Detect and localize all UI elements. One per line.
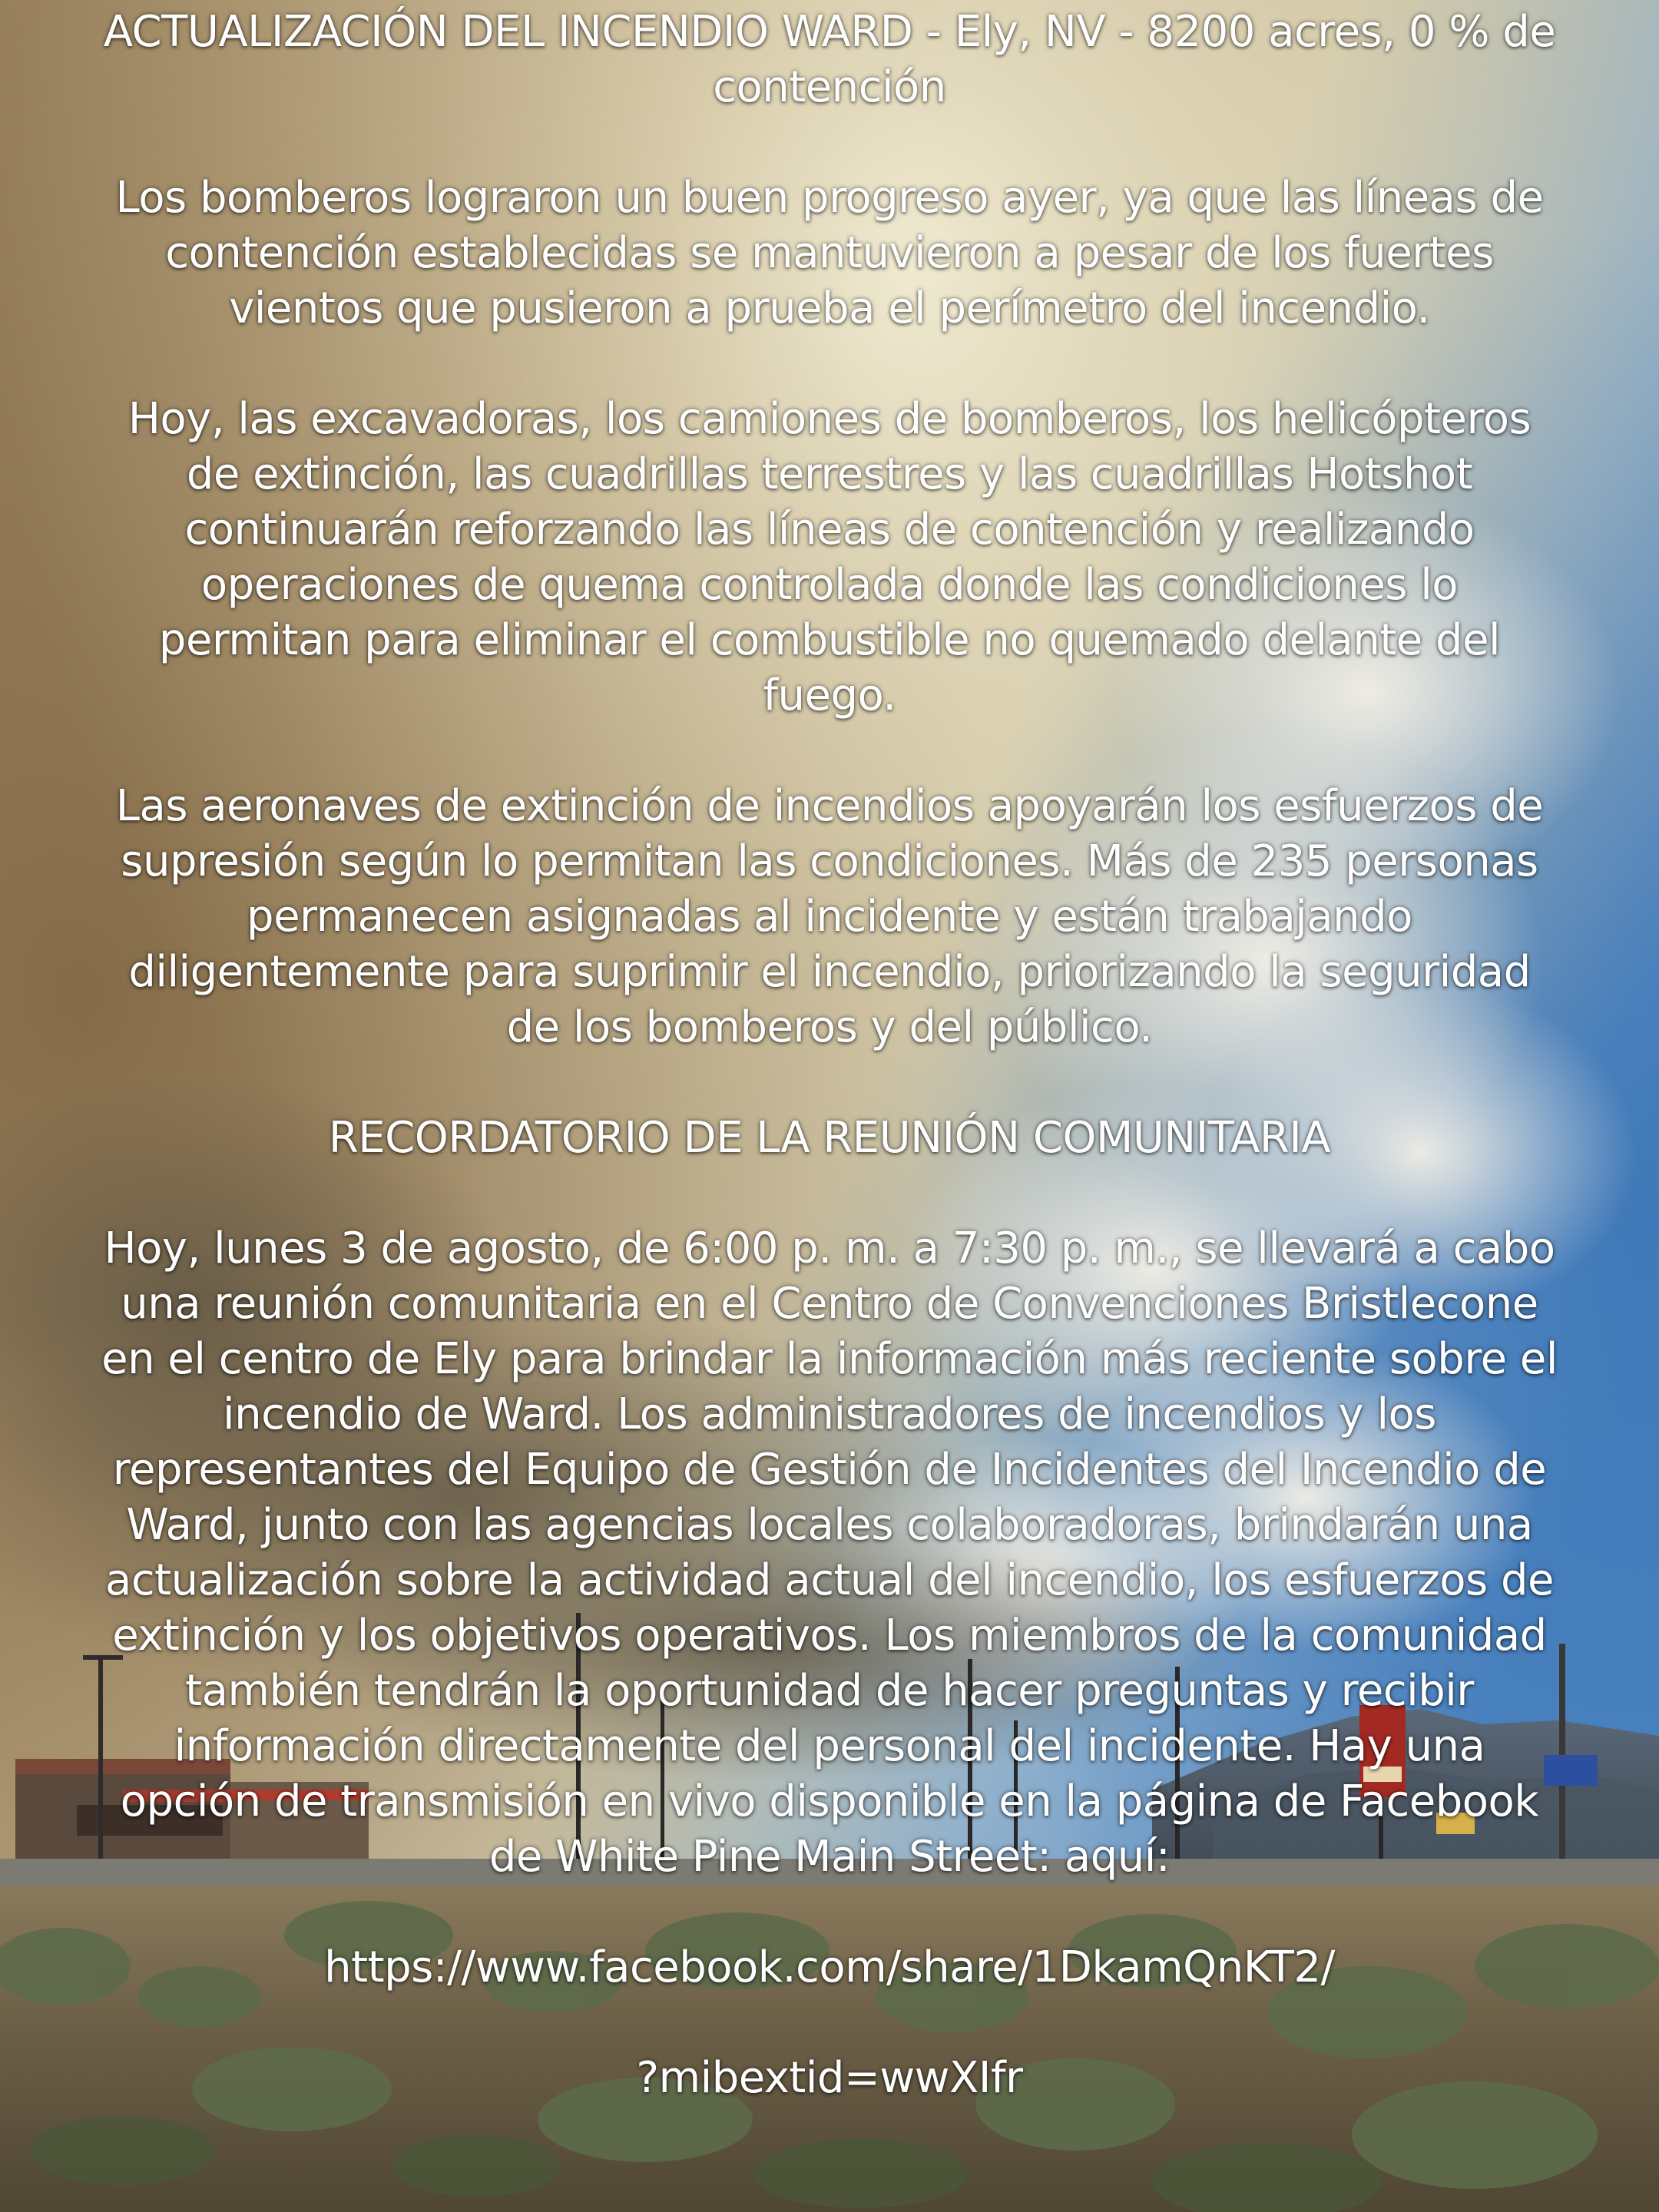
operations-paragraph: Hoy, las excavadoras, los camiones de bomberos, los helicópteros de extinción, las cuadrillas terrestres y las cuadrillas Hotshot continuarán reforzando las líneas de contención y realizando operaciones de quema controlada donde las condiciones lo permitan para eliminar el combustible no quemado delante del fuego. (127, 394, 1532, 720)
facebook-link-part-1: https://www.facebook.com/share/1DkamQnKT2/ (324, 1942, 1335, 1992)
progress-paragraph: Los bomberos lograron un buen progreso ayer, ya que las líneas de contención establecidas se mantuvieron a pesar de los fuertes vientos que pusieron a prueba el perímetro del incendio. (115, 173, 1544, 333)
reminder-heading: RECORDATORIO DE LA REUNIÓN COMUNITARIA (328, 1113, 1331, 1163)
meeting-paragraph: Hoy, lunes 3 de agosto, de 6:00 p. m. a 7:30 p. m., se llevará a cabo una reunión comunitaria en el Centro de Convenciones Bristlecone en el centro de Ely para brindar la información más reciente sobre el incendio de Ward. Los administradores de incendios y los representantes del Equipo de Gestión de Incidentes del Incendio de Ward, junto con las agencias locales colaboradoras, brindarán una actualización sobre la actividad actual del incendio, los esfuerzos de extinción y los objetivos operativos. Los miembros de la comunidad también tendrán la oportunidad de hacer preguntas y recibir información directamente del personal del incidente. Hay una opción de transmisión en vivo disponible en la página de Facebook de White Pine Main Street: aquí: (101, 1224, 1558, 1882)
announcement-text (100, 5, 1559, 2106)
aircraft-paragraph: Las aeronaves de extinción de incendios apoyarán los esfuerzos de supresión según lo permitan las condiciones. Más de 235 personas permanecen asignadas al incidente y están trabajando diligentemente para suprimir el incendio, priorizando la seguridad de los bomberos y del público. (115, 781, 1544, 1052)
headline: ACTUALIZACIÓN DEL INCENDIO WARD - Ely, NV - 8200 acres, 0 % de contención (103, 7, 1556, 112)
facebook-link-part-2: ?mibextid=wwXIfr (636, 2053, 1023, 2103)
